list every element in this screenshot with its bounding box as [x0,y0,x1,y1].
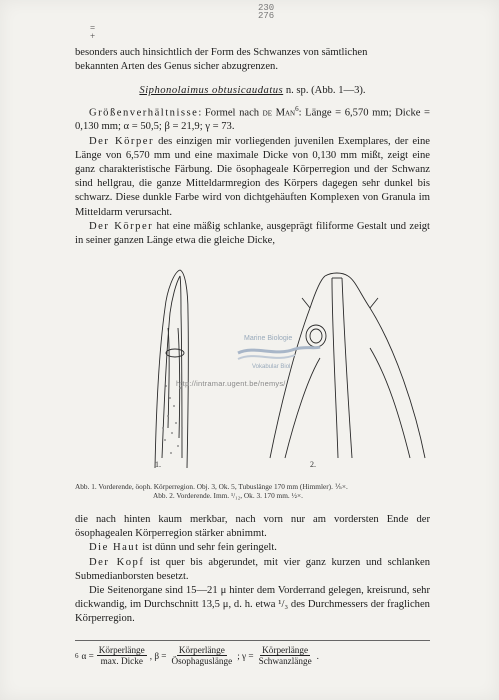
lead-groessenverhaeltnisse: Größenverhältnisse [89,107,199,119]
page-number-new: 276 [258,11,275,21]
paragraph-size-ratios [75,102,430,135]
figure-caption [75,482,430,500]
paragraph-skin [75,541,430,555]
margin-mark-bottom: + [90,31,96,41]
margin-mark-top: = [90,23,96,33]
figure-label-1: 1. [155,460,161,469]
page-number-old: 230 [258,3,275,13]
lead-koerper-2: Der Körper [89,220,154,232]
watermark-url: http://intramar.ugent.be/nemys/ [176,379,286,388]
watermark-line-1: Marine Biologie [244,335,293,342]
paragraph-body-shape [75,220,430,248]
author-de-man: de Man [262,107,296,119]
footnote-ref: 6 [295,104,299,113]
figure-1-drawing [155,270,188,468]
beta-denominator: Ösophaguslänge [171,656,233,666]
text-formula-intro: : Formel nach [198,107,263,119]
footnote-end: . [316,650,319,661]
fraction-third: ¹/₃ [278,599,289,611]
paragraph-head [75,556,430,584]
text-lateral-organs: Die Seitenorgane sind 15—21 μ hinter dem Vorderrand gelegen, kreisrund, sehr dickwandig, im Durchschnitt 13,5 μ, d. h. etwa [75,585,430,611]
gamma-denominator: Schwanzlänge [258,656,312,666]
paragraph-body-color [75,135,430,220]
species-name: Siphonolaimus obtusicaudatus [139,85,284,97]
species-heading [75,84,430,98]
caption-line-2: Abb. 2. Vorderende. Imm. ¹/₁₂, Ok. 3. 170 mm. ½×. [153,491,303,500]
body-text-upper [75,46,430,248]
footnote-mark: 6 [75,651,79,660]
watermark-line-2: Vokabular Biol [252,364,291,370]
fraction-beta [169,645,234,666]
page-number [258,4,274,20]
text-skin: ist dünn und sehr fein geringelt. [139,542,277,554]
footnote-gamma: ; γ = [237,650,254,661]
footnote-rule [75,640,430,641]
lead-kopf: Der Kopf [89,556,145,568]
species-heading-rest: n. sp. (Abb. 1—3). [283,85,366,97]
margin-mark [90,24,95,40]
paragraph-continuation: die nach hinten kaum merkbar, nach vorn nur am vordersten Ende der ösophagealen Körperregion stärker abnimmt. [75,514,430,540]
text-head: ist quer bis abgerundet, mit vier ganz kurzen und schlanken Submedianborsten besetzt. [75,556,430,582]
footnote-beta: , β = [149,650,167,661]
paragraph-lateral-organs [75,584,430,627]
footnote-formula [75,645,430,666]
text-formula-values: : Länge = 6,570 mm; Dicke = 0,130 mm; α = 50,5; β = 21,9; γ = 73. [75,107,430,133]
lead-haut: Die Haut [89,542,140,554]
footnote-alpha: α = [81,650,94,661]
alpha-numerator: Körperlänge [98,645,145,655]
caption-line-1: Abb. 1. Vorderende, öoph. Körperregion. Obj. 3, Ok. 5, Tubuslänge 170 mm (Himmler). ⅕×. [75,482,348,491]
text-line-2: bekannten Arten des Genus sicher abzugrenzen. [75,61,278,73]
lead-koerper: Der Körper [89,135,154,147]
text-body-shape: hat eine mäßig schlanke, ausgeprägt filiforme Gestalt und zeigt in seiner ganzen Länge etwa die gleiche Dicke, [75,220,431,246]
body-text-lower [75,513,430,627]
vliz-logo-watermark [230,331,325,373]
figure-label-2: 2. [310,460,316,469]
beta-numerator: Körperlänge [178,645,225,655]
text-line-1: besonders auch hinsichtlich der Form des Schwanzes von sämtlichen [75,47,368,58]
fraction-gamma [257,645,314,666]
fraction-alpha [97,645,147,666]
gamma-numerator: Körperlänge [262,645,309,655]
text-lateral-organs-end: des Durchmessers der fraglichen Körperregion. [75,599,430,625]
alpha-denominator: max. Dicke [100,656,143,666]
text-body-color: des einzigen mir vorliegenden juvenilen Exemplares, der eine Länge von 6,570 mm und eine maximale Dicke von 0,130 mm mißt, zeigt eine ganz charakteristische Färbung. Die ösophageale Körperregion und der Schwanz sind hellgrau, die ganze Mitteldarmregion des Körpers dagegen sehr dunkel bis schwarz. Diese dunkle Farbe wird von dichtgehäuften Komplexen von Granula im Mitteldarm verursacht. [75,135,431,218]
